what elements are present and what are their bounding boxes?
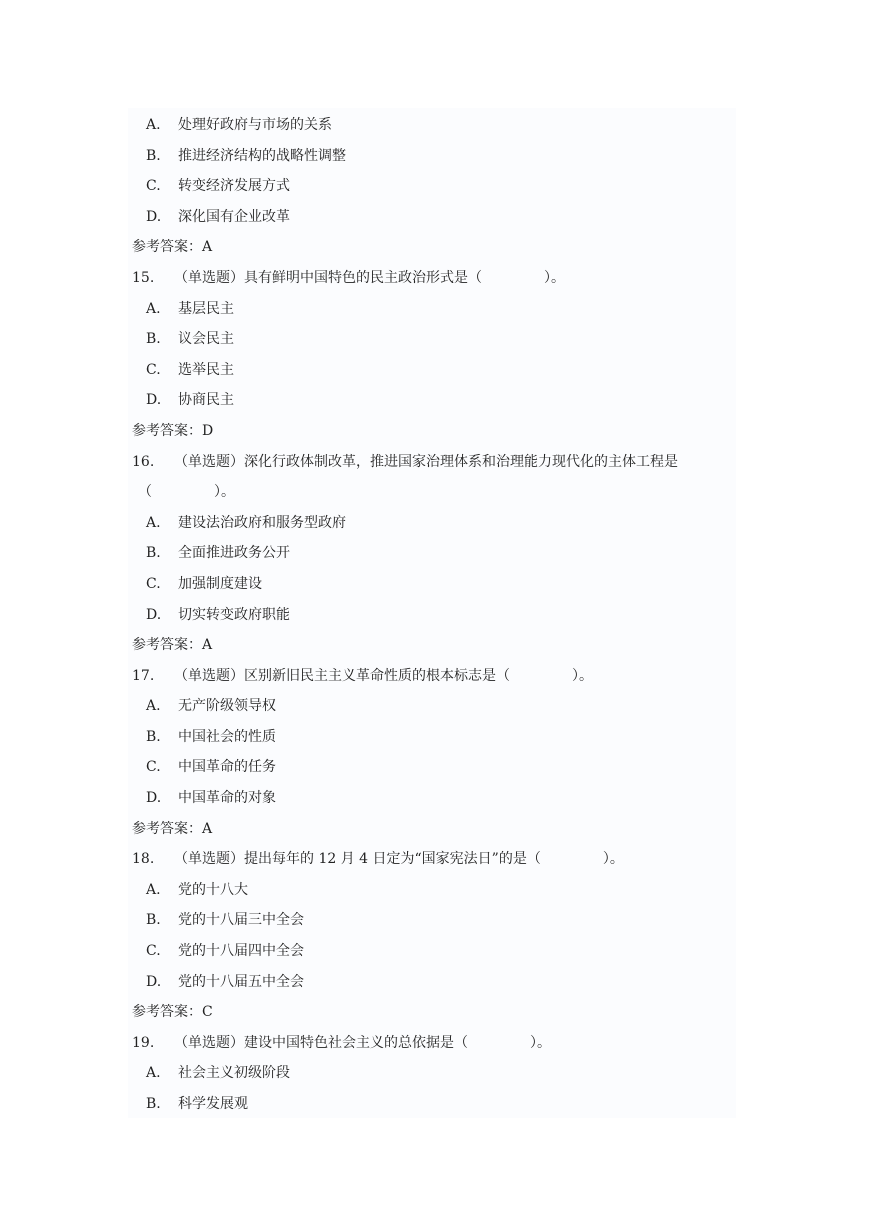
option (132, 691, 732, 722)
question-stem (132, 1028, 732, 1059)
option-letter: A. (146, 881, 161, 898)
option (132, 110, 732, 141)
stem-text: （单选题）提出每年的 12 月 4 日定为“国家宪法日”的是（ (174, 851, 541, 868)
option-text: 加强制度建设 (178, 575, 262, 592)
option (132, 875, 732, 906)
stem-end: ）。 (572, 667, 593, 684)
option-letter: A. (146, 117, 161, 133)
option-letter: A. (146, 698, 161, 715)
option-letter: B. (146, 1096, 161, 1112)
option-letter: D. (146, 208, 162, 225)
option (132, 385, 732, 416)
answer-line: 参考答案：A (132, 820, 213, 837)
option (132, 1058, 732, 1089)
option (132, 783, 732, 814)
option-text: 中国革命的任务 (178, 759, 276, 776)
stem-end: ）。 (602, 851, 624, 868)
option-text: 党的十八届五中全会 (178, 973, 304, 990)
question-number: 15. (132, 269, 155, 286)
question-stem (132, 263, 732, 294)
option-letter: D. (146, 392, 162, 409)
option (132, 1089, 732, 1120)
stem-text: （单选题）具有鲜明中国特色的民主政治形式是（ (174, 269, 482, 286)
option-letter: B. (146, 331, 161, 348)
stem-end: ）。 (214, 484, 235, 501)
answer-line: 参考答案：A (132, 637, 213, 654)
option-letter: A. (146, 514, 161, 531)
stem-text: （ (138, 484, 152, 501)
question-stem-continued (132, 477, 732, 508)
option-text: 全面推进政务公开 (178, 545, 290, 562)
question-number: 18. (132, 851, 155, 868)
option-letter: B. (146, 545, 161, 562)
option-text: 选举民主 (178, 361, 234, 378)
option (132, 294, 732, 325)
option (132, 722, 732, 753)
option (132, 569, 732, 600)
stem-text: （单选题）深化行政体制改革，推进国家治理体系和治理能力现代化的主体工程是 (174, 453, 678, 470)
option-text: 无产阶级领导权 (178, 698, 276, 715)
option (132, 171, 732, 202)
option (132, 538, 732, 569)
option-letter: D. (146, 790, 162, 807)
option-letter: C. (146, 575, 161, 592)
answer-line: 参考答案：C (132, 1004, 213, 1021)
option (132, 508, 732, 539)
option-letter: B. (146, 728, 161, 745)
option-letter: A. (146, 1065, 161, 1082)
option-text: 处理好政府与市场的关系 (178, 117, 332, 133)
question-number: 17. (132, 667, 155, 684)
option-text: 党的十八大 (178, 881, 248, 898)
option-text: 建设法治政府和服务型政府 (178, 514, 346, 531)
option (132, 600, 732, 631)
answer-line: 参考答案：D (132, 422, 214, 439)
stem-end: ）。 (544, 269, 565, 286)
option-letter: C. (146, 759, 161, 776)
option-letter: B. (146, 912, 161, 929)
option-text: 切实转变政府职能 (178, 606, 290, 623)
option-text: 中国革命的对象 (178, 790, 276, 807)
option-letter: C. (146, 178, 161, 195)
answer-line: 参考答案：A (132, 239, 213, 256)
option (132, 936, 732, 967)
option-text: 中国社会的性质 (178, 728, 276, 745)
option (132, 967, 732, 998)
question-stem (132, 661, 732, 692)
option-letter: C. (146, 943, 161, 960)
question-number: 16. (132, 453, 155, 470)
option (132, 141, 732, 172)
option-text: 转变经济发展方式 (178, 178, 290, 195)
option-letter: D. (146, 606, 162, 623)
stem-text: （单选题）区别新旧民主主义革命性质的根本标志是（ (174, 667, 510, 684)
stem-end: ）。 (530, 1034, 551, 1051)
option-letter: A. (146, 300, 161, 317)
option-text: 社会主义初级阶段 (178, 1065, 290, 1082)
option (132, 324, 732, 355)
option-text: 协商民主 (178, 392, 234, 409)
option-text: 科学发展观 (178, 1096, 248, 1112)
option-letter: B. (146, 147, 161, 164)
question-stem (132, 447, 732, 478)
option-text: 党的十八届三中全会 (178, 912, 304, 929)
option-text: 议会民主 (178, 331, 234, 348)
option (132, 202, 732, 233)
question-stem (132, 844, 732, 875)
option (132, 752, 732, 783)
option-text: 基层民主 (178, 300, 234, 317)
option-letter: D. (146, 973, 162, 990)
option-text: 深化国有企业改革 (178, 208, 290, 225)
option-text: 推进经济结构的战略性调整 (178, 147, 346, 164)
option (132, 905, 732, 936)
question-list (132, 110, 732, 1120)
question-number: 19. (132, 1034, 155, 1051)
stem-text: （单选题）建设中国特色社会主义的总依据是（ (174, 1034, 468, 1051)
option-letter: C. (146, 361, 161, 378)
option-text: 党的十八届四中全会 (178, 943, 304, 960)
option (132, 355, 732, 386)
